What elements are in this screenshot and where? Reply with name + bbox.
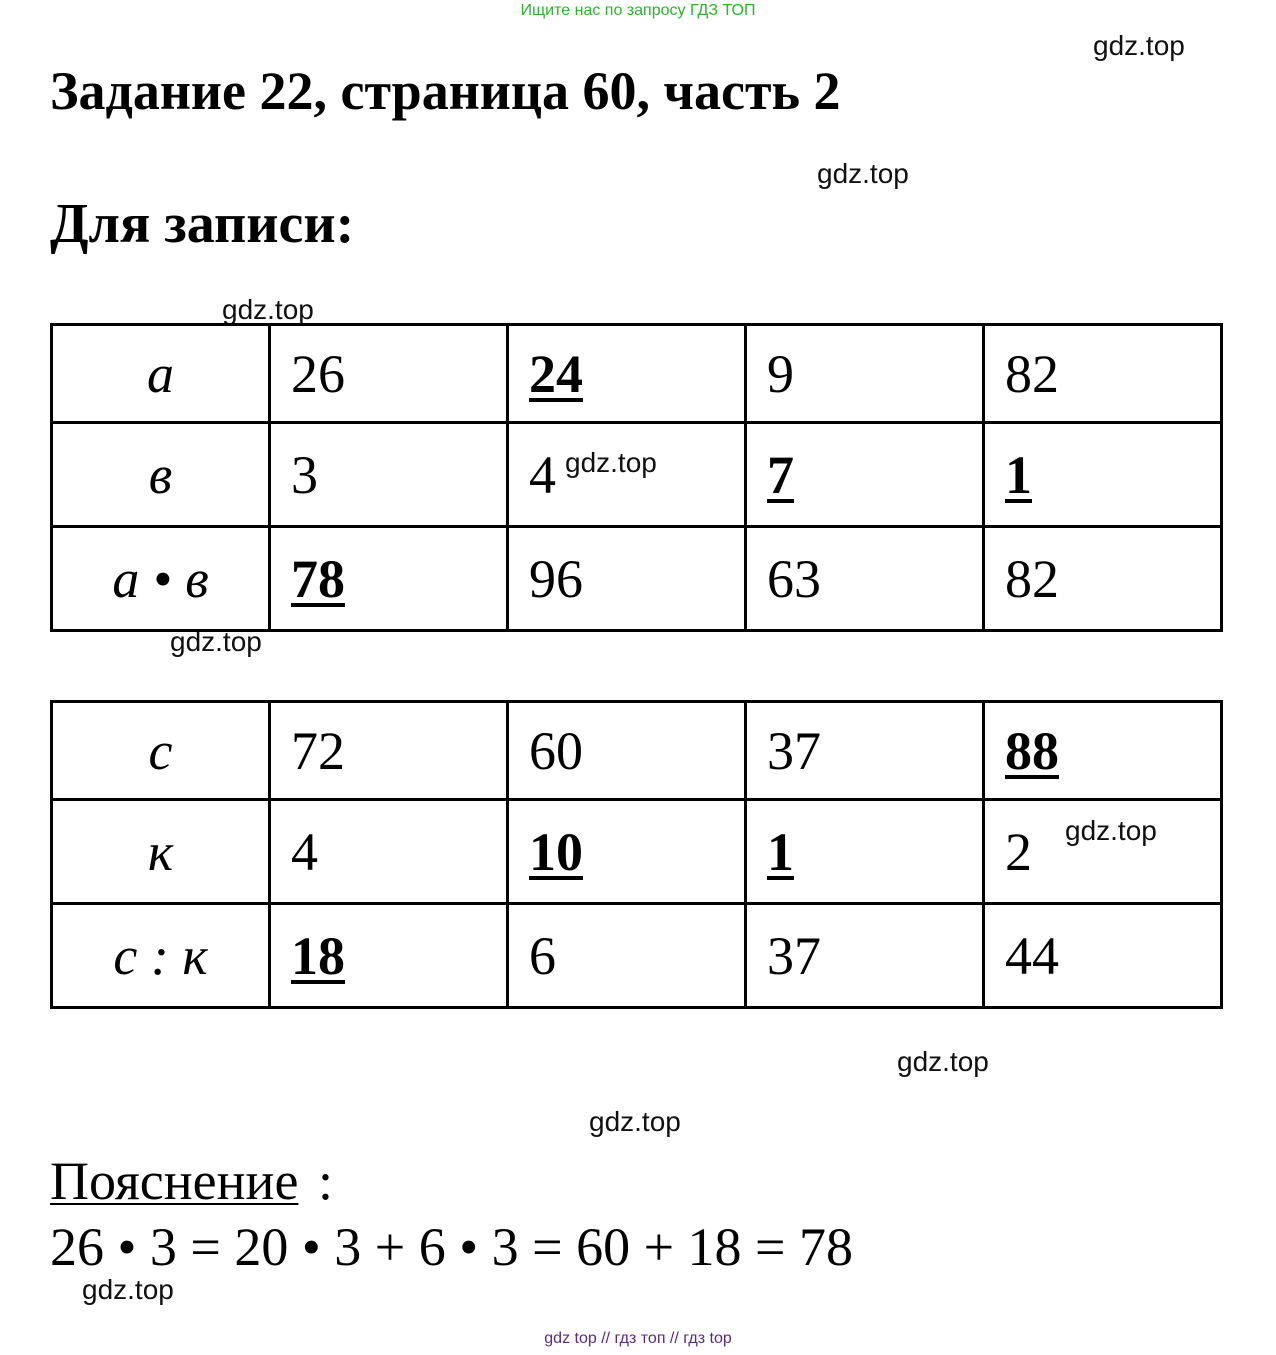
- cell-value: 24: [529, 343, 583, 404]
- table-cell: [746, 904, 984, 1008]
- table-cell: [746, 325, 984, 423]
- cell-value: 1: [767, 821, 794, 882]
- cell-value: 10: [529, 821, 583, 882]
- row-label: а: [52, 325, 270, 423]
- cell-value: 88: [1005, 720, 1059, 781]
- table-cell: [984, 325, 1222, 423]
- table-row: [52, 423, 1222, 527]
- cell-value: 44: [1005, 925, 1059, 986]
- watermark: gdz.top: [222, 294, 314, 325]
- watermark: gdz.top: [817, 158, 909, 189]
- table-row: [52, 325, 1222, 423]
- table-row: [52, 800, 1222, 904]
- page-title: Задание 22, страница 60, часть 2: [50, 61, 841, 121]
- row-label: с : к: [52, 904, 270, 1008]
- table-cell: [508, 800, 746, 904]
- footer-links: gdz top // гдз топ // гдз top: [544, 1330, 732, 1347]
- row-label: к: [52, 800, 270, 904]
- cell-value: 2: [1005, 821, 1032, 882]
- cell-value: 4: [291, 821, 318, 882]
- explanation-label: Пояснение: [50, 1151, 299, 1211]
- cell-value: 26: [291, 343, 345, 404]
- table-cell: [984, 702, 1222, 800]
- table-cell: [508, 527, 746, 631]
- cell-value: 78: [291, 548, 345, 609]
- watermark: gdz.top: [565, 447, 657, 478]
- row-label: а • в: [52, 527, 270, 631]
- table-cell: [270, 702, 508, 800]
- cell-value: 82: [1005, 343, 1059, 404]
- table-row: [52, 904, 1222, 1008]
- table-cell: [270, 800, 508, 904]
- explanation-colon: :: [318, 1151, 334, 1211]
- watermark: gdz.top: [897, 1046, 989, 1077]
- cell-value: 63: [767, 548, 821, 609]
- cell-value: 18: [291, 925, 345, 986]
- multiplication-table: [50, 323, 1223, 632]
- division-table: [50, 700, 1223, 1009]
- top-note: Ищите нас по запросу ГДЗ ТОП: [520, 2, 756, 19]
- table-cell: [746, 423, 984, 527]
- table-cell: [270, 325, 508, 423]
- cell-value: 37: [767, 720, 821, 781]
- cell-value: 7: [767, 444, 794, 505]
- table-cell: [984, 800, 1222, 904]
- table-cell: [746, 800, 984, 904]
- table-cell: [508, 423, 746, 527]
- watermark: gdz.top: [170, 626, 262, 657]
- table-cell: [508, 904, 746, 1008]
- section-subtitle: Для записи:: [50, 193, 355, 255]
- explanation-equation: 26 • 3 = 20 • 3 + 6 • 3 = 60 + 18 = 78: [50, 1217, 853, 1277]
- cell-value: 82: [1005, 548, 1059, 609]
- table-row: [52, 702, 1222, 800]
- table-cell: [984, 904, 1222, 1008]
- cell-value: 9: [767, 343, 794, 404]
- watermark: gdz.top: [1065, 815, 1157, 846]
- cell-value: 37: [767, 925, 821, 986]
- cell-value: 4: [529, 444, 556, 505]
- watermark: gdz.top: [82, 1274, 174, 1305]
- table-cell: [508, 325, 746, 423]
- table-cell: [746, 702, 984, 800]
- table-row: [52, 527, 1222, 631]
- table-cell: [270, 527, 508, 631]
- row-label: с: [52, 702, 270, 800]
- watermark: gdz.top: [1093, 30, 1185, 61]
- cell-value: 1: [1005, 444, 1032, 505]
- table-cell: [984, 527, 1222, 631]
- table-cell: [270, 423, 508, 527]
- table-cell: [746, 527, 984, 631]
- cell-value: 6: [529, 925, 556, 986]
- table-cell: [508, 702, 746, 800]
- watermark: gdz.top: [589, 1106, 681, 1137]
- cell-value: 3: [291, 444, 318, 505]
- cell-value: 60: [529, 720, 583, 781]
- table-cell: [984, 423, 1222, 527]
- cell-value: 96: [529, 548, 583, 609]
- cell-value: 72: [291, 720, 345, 781]
- table-cell: [270, 904, 508, 1008]
- row-label: в: [52, 423, 270, 527]
